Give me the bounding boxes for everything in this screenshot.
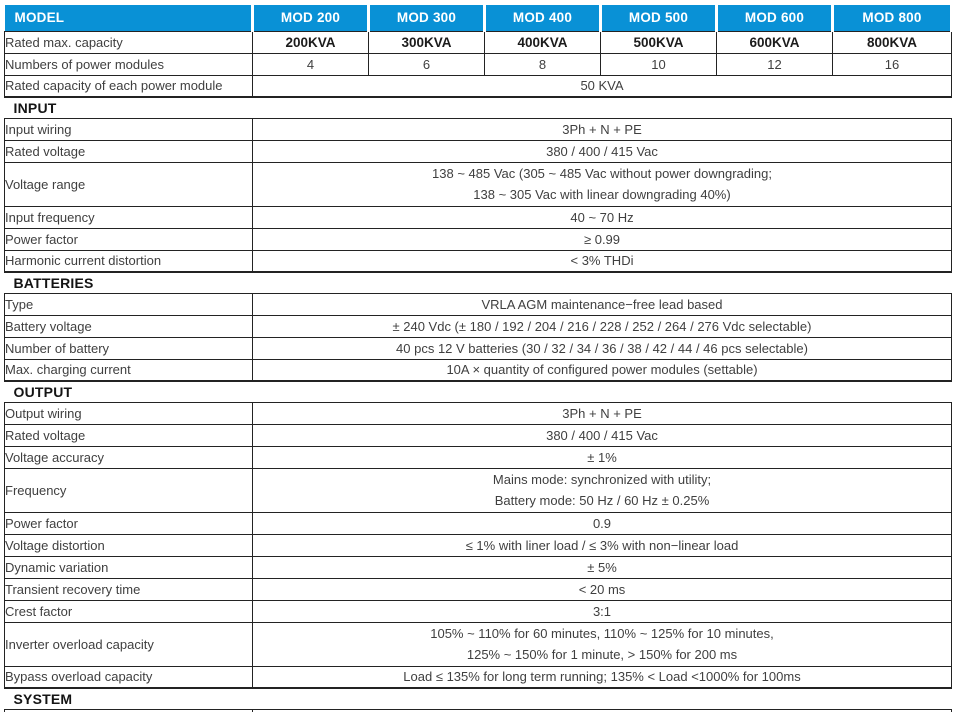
cell-value: 400KVA <box>485 31 601 53</box>
cell-value: 4 <box>253 53 369 75</box>
model-column-header: MOD 300 <box>369 5 485 31</box>
model-header-cell: MODEL <box>5 5 253 31</box>
cell-value <box>253 622 952 666</box>
cell-value <box>253 468 952 512</box>
row-label: Rated capacity of each power module <box>5 75 253 97</box>
cell-value: 800KVA <box>833 31 952 53</box>
table-row-module-capacity <box>5 75 952 97</box>
cell-value: 40 ~ 70 Hz <box>253 206 952 228</box>
row-label: Dynamic variation <box>5 556 253 578</box>
model-header-row <box>5 5 952 31</box>
cell-value: Load ≤ 135% for long term running; 135% < Load <1000% for 100ms <box>253 666 952 688</box>
cell-value: 50 KVA <box>253 75 952 97</box>
row-label: Rated max. capacity <box>5 31 253 53</box>
cell-value: 500KVA <box>601 31 717 53</box>
table-row-rated-max-capacity <box>5 31 952 53</box>
row-label: Voltage distortion <box>5 534 253 556</box>
row-label: Frequency <box>5 468 253 512</box>
cell-value: 3:1 <box>253 600 952 622</box>
cell-value: 0.9 <box>253 512 952 534</box>
table-row <box>5 315 952 337</box>
table-row <box>5 446 952 468</box>
row-label: Crest factor <box>5 600 253 622</box>
row-label: Number of battery <box>5 337 253 359</box>
table-row <box>5 293 952 315</box>
table-row <box>5 228 952 250</box>
table-row <box>5 534 952 556</box>
row-label: Rated voltage <box>5 424 253 446</box>
section-title: BATTERIES <box>5 272 952 293</box>
model-column-header: MOD 800 <box>833 5 952 31</box>
table-row <box>5 622 952 666</box>
cell-value <box>253 709 952 712</box>
table-row <box>5 468 952 512</box>
cell-value: 600KVA <box>717 31 833 53</box>
row-label: Type <box>5 293 253 315</box>
row-label: Input wiring <box>5 118 253 140</box>
value-line: Battery mode: 50 Hz / 60 Hz ± 0.25% <box>494 493 710 508</box>
section-title: OUTPUT <box>5 381 952 402</box>
table-row <box>5 118 952 140</box>
row-label: Inverter overload capacity <box>5 622 253 666</box>
row-label: Input frequency <box>5 206 253 228</box>
table-row <box>5 402 952 424</box>
table-row <box>5 359 952 381</box>
row-label: Bypass overload capacity <box>5 666 253 688</box>
row-label: Rated voltage <box>5 140 253 162</box>
row-label: Transient recovery time <box>5 578 253 600</box>
cell-value: 200KVA <box>253 31 369 53</box>
cell-value: ± 1% <box>253 446 952 468</box>
table-row <box>5 600 952 622</box>
cell-value: 300KVA <box>369 31 485 53</box>
model-column-header: MOD 600 <box>717 5 833 31</box>
cell-value: ± 240 Vdc (± 180 / 192 / 204 / 216 / 228 / 252 / 264 / 276 Vdc selectable) <box>253 315 952 337</box>
section-header-input <box>5 97 952 118</box>
model-column-header: MOD 500 <box>601 5 717 31</box>
table-row <box>5 337 952 359</box>
cell-value: < 3% THDi <box>253 250 952 272</box>
value-line: 138 ~ 305 Vac with linear downgrading 40%) <box>473 187 731 202</box>
row-label: Numbers of power modules <box>5 53 253 75</box>
table-row <box>5 140 952 162</box>
cell-value: 10 <box>601 53 717 75</box>
cell-value: 6 <box>369 53 485 75</box>
table-row <box>5 666 952 688</box>
cell-value: 3Ph + N + PE <box>253 402 952 424</box>
cell-value: ≤ 1% with liner load / ≤ 3% with non−linear load <box>253 534 952 556</box>
table-row <box>5 512 952 534</box>
row-label: Power factor <box>5 512 253 534</box>
row-label: Power factor <box>5 228 253 250</box>
section-title: SYSTEM <box>5 688 952 709</box>
table-row <box>5 162 952 206</box>
table-row-partial <box>5 709 952 712</box>
section-header-batteries <box>5 272 952 293</box>
section-header-system <box>5 688 952 709</box>
row-label: Max. charging current <box>5 359 253 381</box>
cell-value <box>253 162 952 206</box>
table-row <box>5 578 952 600</box>
cell-value: 8 <box>485 53 601 75</box>
cell-value: ± 5% <box>253 556 952 578</box>
table-row-power-modules <box>5 53 952 75</box>
row-label: Harmonic current distortion <box>5 250 253 272</box>
value-line: 138 ~ 485 Vac (305 ~ 485 Vac without power downgrading; <box>432 166 772 181</box>
cell-value: 16 <box>833 53 952 75</box>
cell-value: 10A × quantity of configured power modules (settable) <box>253 359 952 381</box>
row-label: Output wiring <box>5 402 253 424</box>
cell-value: < 20 ms <box>253 578 952 600</box>
value-line: 105% ~ 110% for 60 minutes, 110% ~ 125% for 10 minutes, <box>430 626 774 641</box>
spec-table <box>4 5 953 712</box>
model-column-header: MOD 400 <box>485 5 601 31</box>
table-row <box>5 206 952 228</box>
table-row <box>5 556 952 578</box>
cell-value: 40 pcs 12 V batteries (30 / 32 / 34 / 36 / 38 / 42 / 44 / 46 pcs selectable) <box>253 337 952 359</box>
cell-value: 380 / 400 / 415 Vac <box>253 424 952 446</box>
table-row <box>5 250 952 272</box>
cell-value: VRLA AGM maintenance−free lead based <box>253 293 952 315</box>
value-line: 125% ~ 150% for 1 minute, > 150% for 200 ms <box>466 647 738 662</box>
cell-value: 12 <box>717 53 833 75</box>
row-label <box>5 709 253 712</box>
cell-value: ≥ 0.99 <box>253 228 952 250</box>
row-label: Voltage accuracy <box>5 446 253 468</box>
model-column-header: MOD 200 <box>253 5 369 31</box>
cell-value: 380 / 400 / 415 Vac <box>253 140 952 162</box>
row-label: Battery voltage <box>5 315 253 337</box>
row-label: Voltage range <box>5 162 253 206</box>
section-header-output <box>5 381 952 402</box>
section-title: INPUT <box>5 97 952 118</box>
cell-value: 3Ph + N + PE <box>253 118 952 140</box>
value-line: Mains mode: synchronized with utility; <box>492 472 712 487</box>
table-row <box>5 424 952 446</box>
